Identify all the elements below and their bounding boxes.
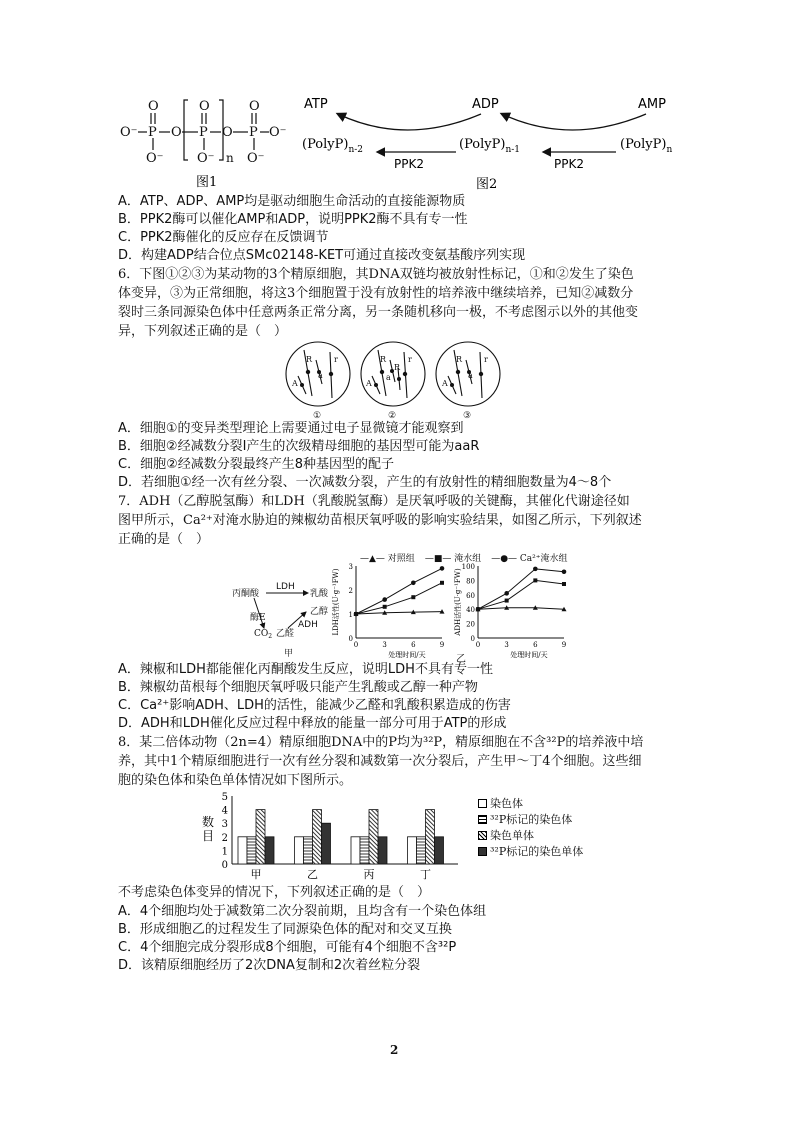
bar-1-3 — [322, 823, 331, 864]
legend-ca-flood: —●— Ca²⁺淹水组 — [491, 554, 568, 564]
o-minus-left: O⁻ — [120, 125, 138, 140]
co2-label: $CO_2$ — [254, 629, 273, 640]
bar-category-label: 丙 — [363, 868, 375, 881]
cell2-gene-r-extra: R — [394, 363, 401, 372]
bar-1-1 — [304, 837, 313, 864]
q6-option-a: A．细胞①的变异类型理论上需要通过电子显微镜才能观察到 — [118, 421, 464, 436]
bar-2-3 — [378, 837, 387, 864]
q6-stem-line-2: 体变异，③为正常细胞，将这3个细胞置于没有放射性的培养液中继续培养，已知②减数分 — [118, 286, 634, 301]
ldh-series-2-point — [440, 566, 445, 571]
ylabel-char-2: 目 — [202, 829, 215, 843]
page-number: 2 — [390, 1043, 399, 1057]
bar-3-1 — [417, 837, 426, 864]
legend-chromosome: 染色体 — [478, 795, 523, 811]
bar-y-tick-label: 4 — [221, 805, 228, 817]
q8-stem-line-2: 养，其中1个精原细胞进行一次有丝分裂和减数第一次分裂后，产生甲～丁4个细胞。这些细 — [118, 754, 642, 769]
acetaldehyde-label: 乙醛 — [276, 629, 295, 639]
cell1-gene-a-upper: A — [292, 379, 298, 388]
q8-option-b: B．形成细胞乙的过程发生了同源染色体的配对和交叉互换 — [118, 922, 452, 937]
ldh-x-tick-label: 9 — [439, 641, 445, 649]
adh-x-tick-label: 0 — [475, 641, 481, 649]
q5-option-d: D．构建ADP结合位点SMc02148-KET可通过直接改变氨基酸序列实现 — [118, 248, 526, 263]
q6-option-c: C．细胞②经减数分裂最终产生8种基因型的配子 — [118, 457, 395, 472]
ldh-series-2-point — [382, 597, 387, 602]
cell-label-3: ③ — [463, 411, 472, 420]
adh-series-1-point — [505, 599, 509, 603]
bar-category-label: 丁 — [420, 868, 431, 881]
lactic-acid-label: 乳酸 — [310, 589, 329, 599]
ldh-y-tick-label: 1 — [348, 611, 353, 619]
bar-0-0 — [238, 837, 247, 864]
bar-3-3 — [435, 837, 444, 864]
chart-label-yi: 乙 — [456, 654, 466, 665]
ldh-series-2-line — [356, 568, 442, 614]
ldh-y-axis-label: LDH活性(U·g⁻¹FW) — [332, 568, 340, 636]
phosphorus-2: P — [199, 125, 208, 140]
q8-after-chart: 不考虑染色体变异的情况下，下列叙述正确的是（ ） — [118, 885, 431, 900]
adh-x-tick-label: 6 — [533, 641, 538, 649]
q8-option-c: C．4个细胞完成分裂形成8个细胞，可能有4个细胞不含³²P — [118, 940, 457, 955]
arrow-adp-to-atp — [338, 114, 481, 130]
cell3-gene-r-lower: r — [484, 355, 488, 364]
ldh-x-tick-label: 3 — [382, 641, 387, 649]
q7-option-c: C．Ca²⁺影响ADH、LDH的活性，能减少乙醛和乳酸积累造成的伤害 — [118, 698, 511, 713]
bar-1-0 — [295, 837, 304, 864]
q6-stem-line-3: 裂时三条同源染色体中任意两条正常分离，另一条随机移向一极，不考虑图示以外的其他变 — [118, 305, 639, 320]
ldh-series-1-point — [440, 581, 444, 585]
legend-chromatid: 染色单体 — [478, 827, 534, 843]
adh-y-tick-label: 100 — [461, 563, 475, 571]
bar-0-2 — [256, 810, 265, 864]
adp-label: ADP — [472, 97, 499, 112]
q7-stem-line-3: 正确的是（ ） — [118, 532, 210, 547]
polyp-n2-label: $(PolyP)_{n-2}$ — [302, 137, 364, 155]
q7-pathway-diagram — [230, 580, 340, 660]
adh-series-2-point — [533, 567, 538, 572]
figure1-polyp-structure — [118, 96, 290, 192]
bar-2-2 — [369, 810, 378, 864]
adh-x-tick-label: 9 — [561, 641, 567, 649]
ldh-x-tick-label: 6 — [411, 641, 416, 649]
figure2-ppk2-reaction — [296, 92, 680, 192]
adh-y-tick-label: 0 — [470, 635, 475, 643]
bar-y-tick-label: 1 — [221, 846, 228, 858]
ldh-series-2-point — [411, 581, 416, 586]
ldh-series-0-line — [356, 612, 442, 614]
q8-option-a: A．4个细胞均处于减数第二次分裂前期，且均含有一个染色体组 — [118, 904, 487, 919]
ldh-y-tick-label: 3 — [348, 563, 353, 571]
q6-option-b: B．细胞②经减数分裂Ⅰ产生的次级精母细胞的基因型可能为aaR — [118, 439, 480, 454]
o-minus-bottom-2: O⁻ — [197, 151, 215, 166]
ldh-x-tick-label: 0 — [353, 641, 359, 649]
cell-label-2: ② — [388, 411, 397, 420]
q8-option-d: D．该精原细胞经历了2次DNA复制和2次着丝粒分裂 — [118, 958, 421, 973]
cell2-gene-a-lower: a — [386, 373, 391, 382]
adh-y-tick-label: 80 — [466, 577, 475, 586]
adh-x-tick-label: 3 — [504, 641, 509, 649]
bar-3-0 — [408, 837, 417, 864]
ldh-series-2-point — [354, 612, 359, 617]
polyp-n1-label: $(PolyP)_{n-1}$ — [459, 137, 521, 155]
adh-series-2-point — [476, 607, 481, 612]
bar-y-tick-label: 3 — [221, 819, 228, 831]
cell1-gene-r-upper: R — [306, 355, 313, 364]
ldh-series-1-point — [383, 605, 387, 609]
q8-stem-line-1: 8．某二倍体动物（2n=4）精原细胞DNA中的P均为³²P，精原细胞在不含³²P的培养液中培 — [118, 735, 644, 750]
ldh-y-tick-label: 0 — [348, 635, 353, 643]
adh-x-axis-label: 处理时间/天 — [510, 651, 548, 659]
bar-2-0 — [351, 837, 360, 864]
q7-option-d: D．ADH和LDH催化反应过程中释放的能量一部分可用于ATP的形成 — [118, 716, 507, 731]
repeat-n-label: n — [226, 151, 234, 165]
adh-series-1-point — [533, 578, 537, 582]
adh-series-2-line — [478, 569, 564, 609]
q8-bar-chart — [196, 790, 466, 886]
adh-series-1-point — [562, 582, 566, 586]
phosphorus-3: P — [249, 125, 258, 140]
ldh-label: LDH — [276, 582, 295, 592]
q7-stem-line-1: 7．ADH（乙醇脱氢酶）和LDH（乳酸脱氢酶）是厌氧呼吸的关键酶，其催化代谢途径如 — [118, 494, 630, 509]
oxygen-bridge-2: O — [222, 125, 233, 140]
ppk2-left-label: PPK2 — [394, 157, 424, 171]
q6-stem-line-1: 6．下图①②③为某动物的3个精原细胞，其DNA双链均被放射性标记，①和②发生了染色 — [118, 267, 634, 282]
bar-category-label: 乙 — [307, 868, 318, 881]
o-minus-right: O⁻ — [269, 125, 287, 140]
q5-option-c: C．PPK2酶催化的反应存在反馈调节 — [118, 230, 329, 245]
q6-cells-figure — [282, 340, 512, 420]
arrow-amp-to-adp — [502, 114, 646, 130]
adh-y-axis-label: ADH活性(U·g⁻¹FW) — [454, 568, 462, 636]
legend-flood: —■— 淹水组 — [424, 554, 482, 564]
ldh-series-1-point — [411, 595, 415, 599]
pathway-label-jia: 甲 — [284, 649, 294, 659]
cell2-gene-r-lower: r — [408, 355, 412, 364]
bar-0-1 — [247, 837, 256, 864]
q7-option-b: B．辣椒幼苗根每个细胞厌氧呼吸只能产生乳酸或乙醇一种产物 — [118, 680, 478, 695]
bar-y-tick-label: 0 — [221, 860, 228, 871]
adh-series-2-point — [562, 569, 567, 574]
cell-label-1: ① — [313, 411, 322, 420]
q6-stem-line-4: 异，下列叙述正确的是（ ） — [118, 324, 288, 339]
adh-y-tick-label: 60 — [466, 591, 475, 600]
atp-label: ATP — [304, 97, 328, 112]
q6-option-d: D．若细胞①经一次有丝分裂、一次减数分裂，产生的有放射性的精细胞数量为4～8个 — [118, 475, 612, 490]
adh-label: ADH — [298, 620, 318, 630]
q5-option-a: A．ATP、ADP、AMP均是驱动细胞生命活动的直接能源物质 — [118, 194, 466, 209]
adh-y-tick-label: 20 — [466, 620, 475, 629]
cell3-gene-a-lower: a — [468, 371, 473, 380]
ppk2-right-label: PPK2 — [554, 157, 584, 171]
ldh-y-tick-label: 2 — [348, 587, 353, 595]
ethanol-label: 乙醇 — [310, 607, 329, 617]
q5-option-b: B．PPK2酶可以催化AMP和ADP，说明PPK2酶不具有专一性 — [118, 212, 468, 227]
bar-1-2 — [313, 810, 322, 864]
q8-stem-line-3: 胞的染色体和染色单体情况如下图所示。 — [118, 773, 353, 788]
figure2-caption: 图2 — [476, 177, 498, 192]
o-minus-bottom-3: O⁻ — [247, 151, 265, 166]
adh-y-tick-label: 40 — [466, 606, 475, 615]
ldh-series-1-line — [356, 583, 442, 614]
ldh-line-chart — [330, 560, 450, 660]
oxygen-top-2: O — [199, 99, 210, 114]
cell1-gene-a-lower: a — [318, 371, 323, 380]
ylabel-char-1: 数 — [202, 815, 215, 829]
adh-series-0-line — [478, 608, 564, 609]
bar-2-1 — [360, 837, 369, 864]
oxygen-top-3: O — [249, 99, 260, 114]
cell3-gene-a-upper: A — [442, 379, 448, 388]
bar-y-tick-label: 5 — [221, 792, 228, 803]
cell3-gene-r-upper: R — [456, 355, 463, 364]
figure1-caption: 图1 — [196, 175, 218, 190]
legend-labeled-chromosome: ³²P标记的染色体 — [478, 811, 572, 827]
bar-category-label: 甲 — [250, 868, 262, 881]
oxygen-top-1: O — [148, 99, 159, 114]
adh-series-1-line — [478, 580, 564, 609]
bar-3-2 — [426, 810, 435, 864]
cell2-gene-r-upper: R — [380, 355, 387, 364]
amp-label: AMP — [638, 97, 666, 112]
ldh-x-axis-label: 处理时间/天 — [388, 651, 426, 659]
adh-line-chart — [452, 560, 572, 660]
legend-control: —▲— 对照组 — [360, 554, 415, 564]
cell1-gene-r-lower: r — [334, 355, 338, 364]
polyp-n-label: $(PolyP)_n$ — [620, 137, 673, 155]
pyruvate-label: 丙酮酸 — [232, 589, 260, 599]
adh-series-2-point — [504, 591, 509, 596]
q7-stem-line-2: 图甲所示，Ca²⁺对淹水胁迫的辣椒幼苗根厌氧呼吸的影响实验结果，如图乙所示，下列叙述 — [118, 513, 642, 528]
enzyme-e-label: 酶E — [250, 613, 266, 623]
q7-option-a: A．辣椒和LDH都能催化丙酮酸发生反应，说明LDH不具有专一性 — [118, 662, 493, 677]
oxygen-bridge-1: O — [171, 125, 182, 140]
bar-y-tick-label: 2 — [221, 832, 228, 844]
phosphorus-1: P — [148, 125, 157, 140]
bar-0-3 — [265, 837, 274, 864]
cell2-gene-a-upper: A — [366, 379, 372, 388]
o-minus-bottom-1: O⁻ — [146, 151, 164, 166]
legend-labeled-chromatid: ³²P标记的染色单体 — [478, 843, 583, 859]
